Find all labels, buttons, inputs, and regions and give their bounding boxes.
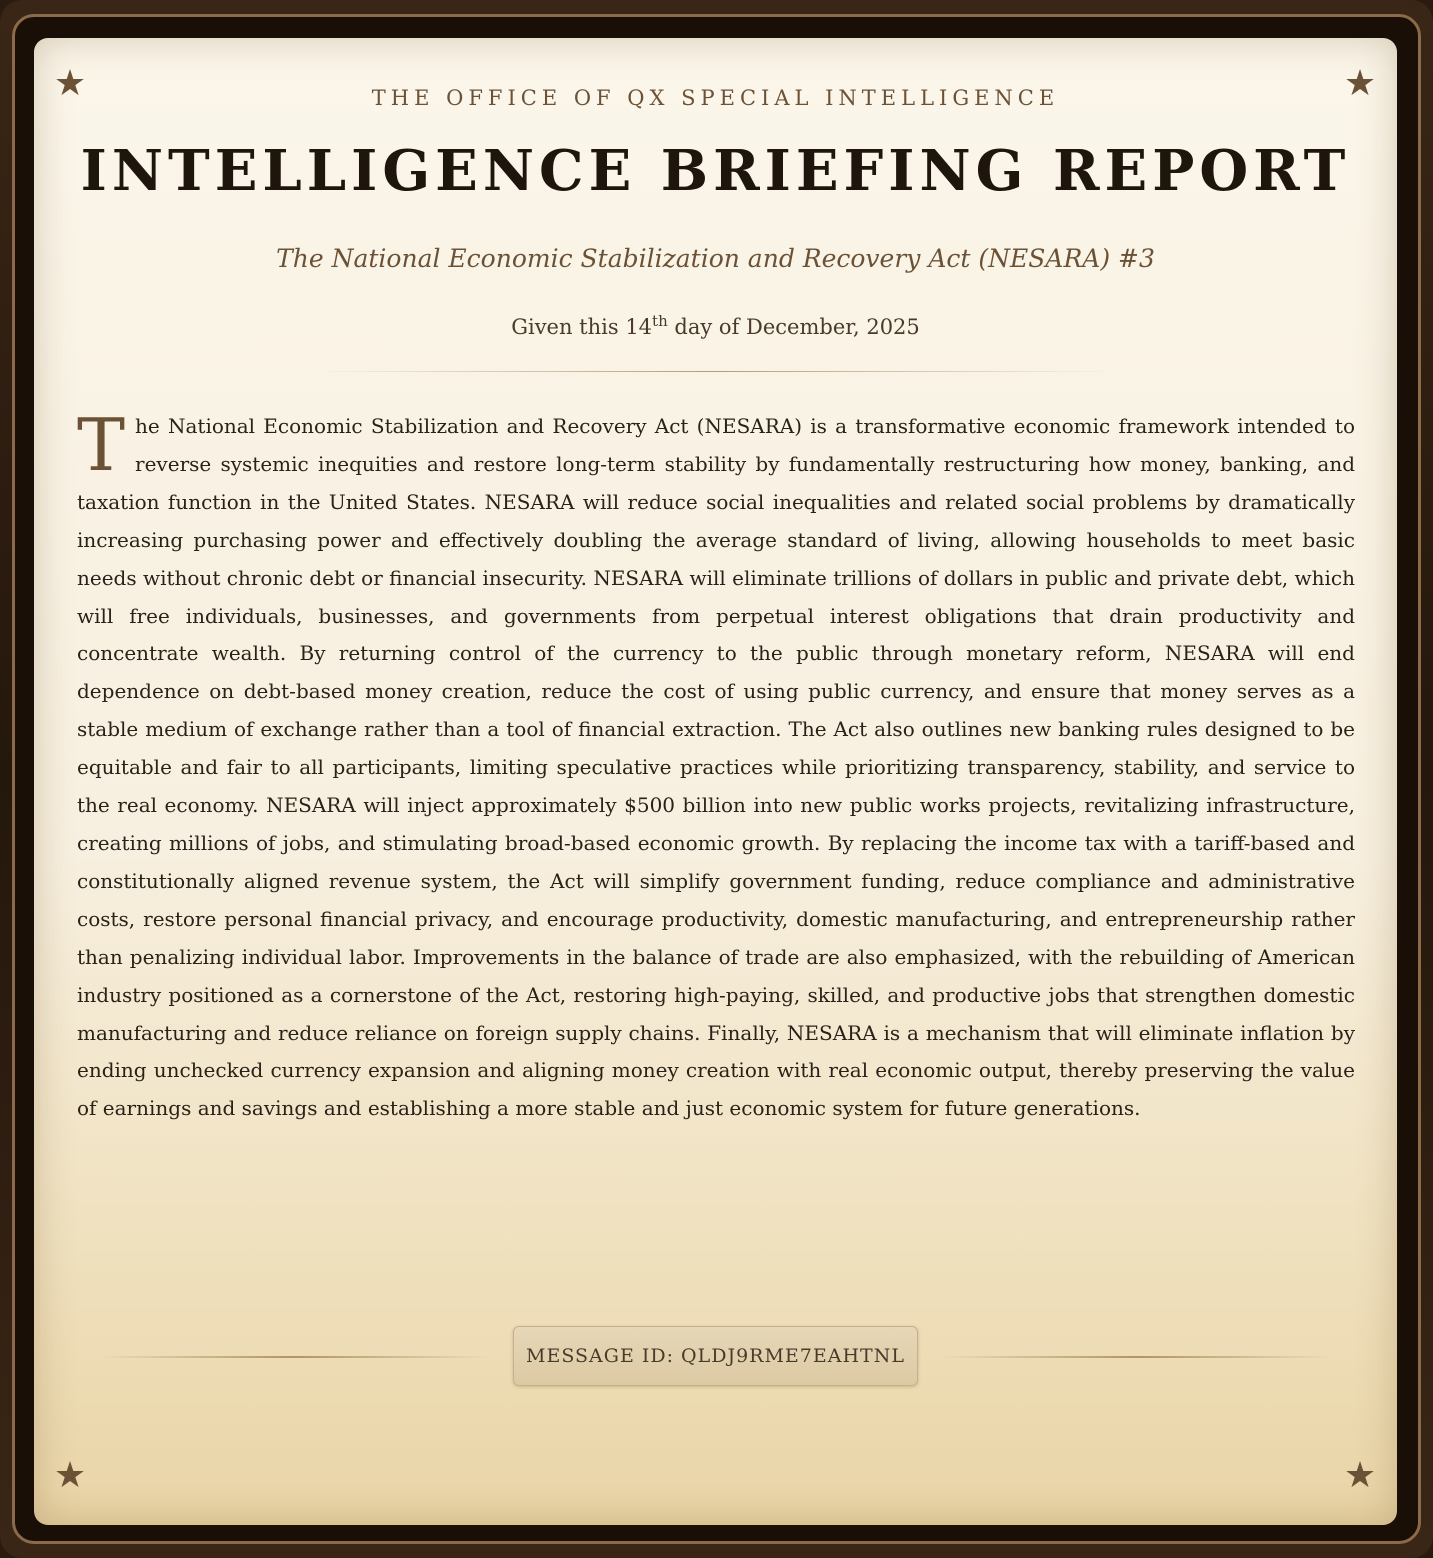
date-prefix: Given this 14: [511, 315, 653, 339]
footer-divider-left: [99, 1356, 489, 1358]
date-suffix: day of December, 2025: [667, 315, 920, 339]
page-title: INTELLIGENCE BRIEFING REPORT: [80, 138, 1351, 204]
document-date: [34, 312, 1397, 339]
header-divider: [314, 371, 1114, 372]
date-ordinal: th: [652, 312, 668, 330]
office-heading: THE OFFICE OF QX SPECIAL INTELLIGENCE: [371, 86, 1060, 110]
body-paragraph: [77, 403, 1355, 1128]
drop-cap: T: [77, 403, 126, 487]
document-paper: [34, 38, 1397, 1525]
body-text: he National Economic Stabilization and Recovery Act (NESARA) is a transformative economic framework intended to reverse systemic inequities and restore long-term stability by fundamentally restructuring how money, banking, and taxation function in the United States. NESARA will reduce social inequalities and related social problems by dramatically increasing purchasing power and effectively doubling the average standard of living, allowing households to meet basic needs without chronic debt or financial insecurity. NESARA will eliminate trillions of dollars in public and private debt, which will free individuals, businesses, and governments from perpetual interest obligations that drain productivity and concentrate wealth. By returning control of the currency to the public through monetary reform, NESARA will end dependence on debt-based money creation, reduce the cost of using public currency, and ensure that money serves as a stable medium of exchange rather than a tool of financial extraction. The Act also outlines new banking rules designed to be equitable and fair to all participants, limiting speculative practices while prioritizing transparency, stability, and service to the real economy. NESARA will inject approximately $500 billion into new public works projects, revitalizing infrastructure, creating millions of jobs, and stimulating broad-based economic growth. By replacing the income tax with a tariff-based and constitutionally aligned revenue system, the Act will simplify government funding, reduce compliance and administrative costs, restore personal financial privacy, and encourage productivity, domestic manufacturing, and entrepreneurship rather than penalizing individual labor. Improvements in the balance of trade are also emphasized, with the rebuilding of American industry positioned as a cornerstone of the Act, restoring high-paying, skilled, and productive jobs that strengthen domestic manufacturing and reduce reliance on foreign supply chains. Finally, NESARA is a mechanism that will eliminate inflation by ending unchecked currency expansion and aligning money creation with real economic output, thereby preserving the value of earnings and savings and establishing a more stable and just economic system for future generations.: [77, 414, 1355, 1121]
star-icon: ★: [53, 63, 87, 104]
star-icon: ★: [1343, 1455, 1377, 1496]
message-id-badge: MESSAGE ID: QLDJ9RME7EAHTNL: [513, 1326, 918, 1386]
footer-divider-right: [942, 1356, 1332, 1358]
document-subtitle: The National Economic Stabilization and Recovery Act (NESARA) #3: [276, 244, 1155, 273]
star-icon: ★: [1343, 63, 1377, 104]
star-icon: ★: [53, 1455, 87, 1496]
